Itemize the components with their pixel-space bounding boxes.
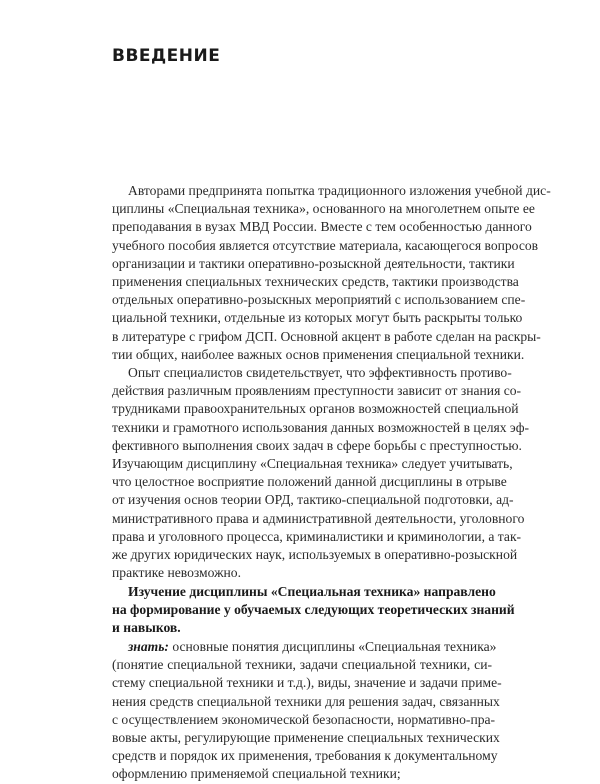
text-line <box>112 638 497 656</box>
text-line: с осуществлением экономической безопасности, нормативно-пра- <box>112 711 496 727</box>
term-label: знать: <box>128 639 169 654</box>
text-line: Авторами предпринята попытка традиционного изложения учебной дис- <box>128 183 551 198</box>
text-line: организации и тактики оперативно-розыскной деятельности, тактики <box>112 255 515 271</box>
text-line: Опыт специалистов свидетельствует, что эффективность противо- <box>128 365 512 380</box>
text-line: преподавания в вузах МВД России. Вместе с тем особенностью данного <box>112 219 532 235</box>
text-line: циплины «Специальная техника», основанного на многолетнем опыте ее <box>112 201 535 217</box>
text-line: же других юридических наук, используемых в оперативно-розыскной <box>112 546 518 562</box>
text-line: техники и грамотного использования данных возможностей в целях эф- <box>112 419 530 435</box>
text-line: от изучения основ теории ОРД, тактико-специальной подготовки, ад- <box>112 492 514 508</box>
text-line: трудниками правоохранительных органов возможностей специальной <box>112 401 519 417</box>
text-line: Изучение дисциплины «Специальная техника» направлено <box>128 584 496 599</box>
text-line: циальной техники, отдельные из которых могут быть раскрыты только <box>112 310 523 326</box>
text-line: в литературе с грифом ДСП. Основной акцент в работе сделан на раскры- <box>112 328 541 344</box>
text-line: на формирование у обучаемых следующих теоретических знаний <box>112 602 515 618</box>
text-line: оформлению применяемой специальной техники; <box>112 766 401 782</box>
text-line: права и уголовного процесса, криминалистики и криминологии, а так- <box>112 528 522 544</box>
paragraph-4 <box>112 638 502 784</box>
text-line: и навыков. <box>112 620 181 636</box>
paragraph-2 <box>112 364 530 582</box>
text-span: основные понятия дисциплины «Специальная техника» <box>168 639 497 654</box>
text-line: нения средств специальной техники для решения задач, связанных <box>112 693 500 709</box>
text-line: практике невозможно. <box>112 565 241 581</box>
text-line: стему специальной техники и т.д.), виды, значение и задачи приме- <box>112 675 502 691</box>
text-line: фективного выполнения своих задач в сфере борьбы с преступностью. <box>112 437 522 453</box>
text-line: что целостное восприятие положений данной дисциплины в отрыве <box>112 474 507 490</box>
text-line: применения специальных технических средств, тактики производства <box>112 273 519 289</box>
text-line: министративного права и административной деятельности, уголовного <box>112 510 525 526</box>
paragraph-1 <box>112 182 551 364</box>
text-line: тии общих, наиболее важных основ применения специальной техники. <box>112 346 525 362</box>
text-line: вовые акты, регулирующие применение специальных технических <box>112 729 500 745</box>
text-line: средств и порядок их применения, требования к документальному <box>112 748 498 764</box>
text-line: (понятие специальной техники, задачи специальной техники, си- <box>112 657 492 673</box>
paragraph-3 <box>112 583 515 638</box>
text-line: учебного пособия является отсутствие материала, касающегося вопросов <box>112 237 539 253</box>
text-line: Изучающим дисциплину «Специальная техника» следует учитывать, <box>112 455 513 471</box>
text-line: действия различным проявлениям преступности зависит от знания со- <box>112 383 522 399</box>
text-line: отдельных оперативно-розыскных мероприятий с использованием спе- <box>112 292 526 308</box>
page-title: ВВЕДЕНИЕ <box>112 46 221 66</box>
